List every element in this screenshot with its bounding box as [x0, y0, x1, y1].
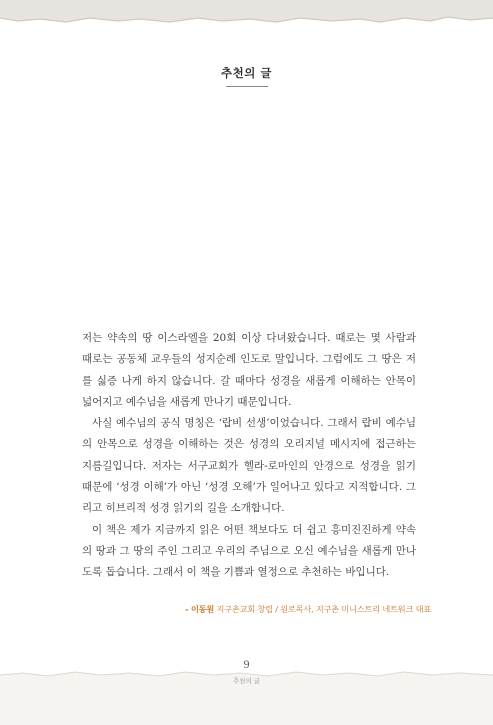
recommender-name: - 이동원 — [185, 604, 215, 614]
body-text — [82, 328, 416, 584]
torn-paper-top-edge — [0, 0, 493, 32]
running-footer-title: 추천의 글 — [232, 677, 261, 685]
chapter-title: 추천의 글 — [221, 66, 272, 80]
recommender-signature — [185, 604, 431, 615]
recommender-affiliation: 지구촌교회 창립 / 원로목사, 지구촌 미니스트리 네트워크 대표 — [216, 604, 431, 614]
paragraph-1: 저는 약속의 땅 이스라엘을 20회 이상 다녀왔습니다. 때로는 몇 사람과 때로는 공동체 교우들의 성지순례 인도로 말입니다. 그럼에도 그 땅은 저를 싫증 나게 하지 않습니다. 갈 때마다 성경을 새롭게 이해하는 안목이 넓어지고 예수님을 새롭게 만나기 때문입니다. — [82, 332, 416, 408]
paragraph-3: 이 책은 제가 지금까지 읽은 어떤 책보다도 더 쉽고 흥미진진하게 약속의 땅과 그 땅의 주인 그리고 우리의 주님으로 오신 예수님을 새롭게 만나도록 돕습니다. 그래서 이 책을 기쁨과 열정으로 추천하는 바입니다. — [82, 523, 416, 579]
title-underline — [226, 86, 268, 87]
paragraph-2: 사실 예수님의 공식 명칭은 ‘랍비 선생’이었습니다. 그래서 랍비 예수님의 안목으로 성경을 이해하는 것은 성경의 오리지널 메시지에 접근하는 지름길입니다. 저자는 서구교회가 헬라-로마인의 안경으로 성경을 읽기 때문에 ‘성경 이해’가 아닌 ‘성경 오해’가 일어나고 있다고 지적합니다. 그리고 히브리적 성경 읽기의 길을 소개합니다. — [82, 417, 416, 515]
page-number: 9 — [243, 660, 250, 671]
